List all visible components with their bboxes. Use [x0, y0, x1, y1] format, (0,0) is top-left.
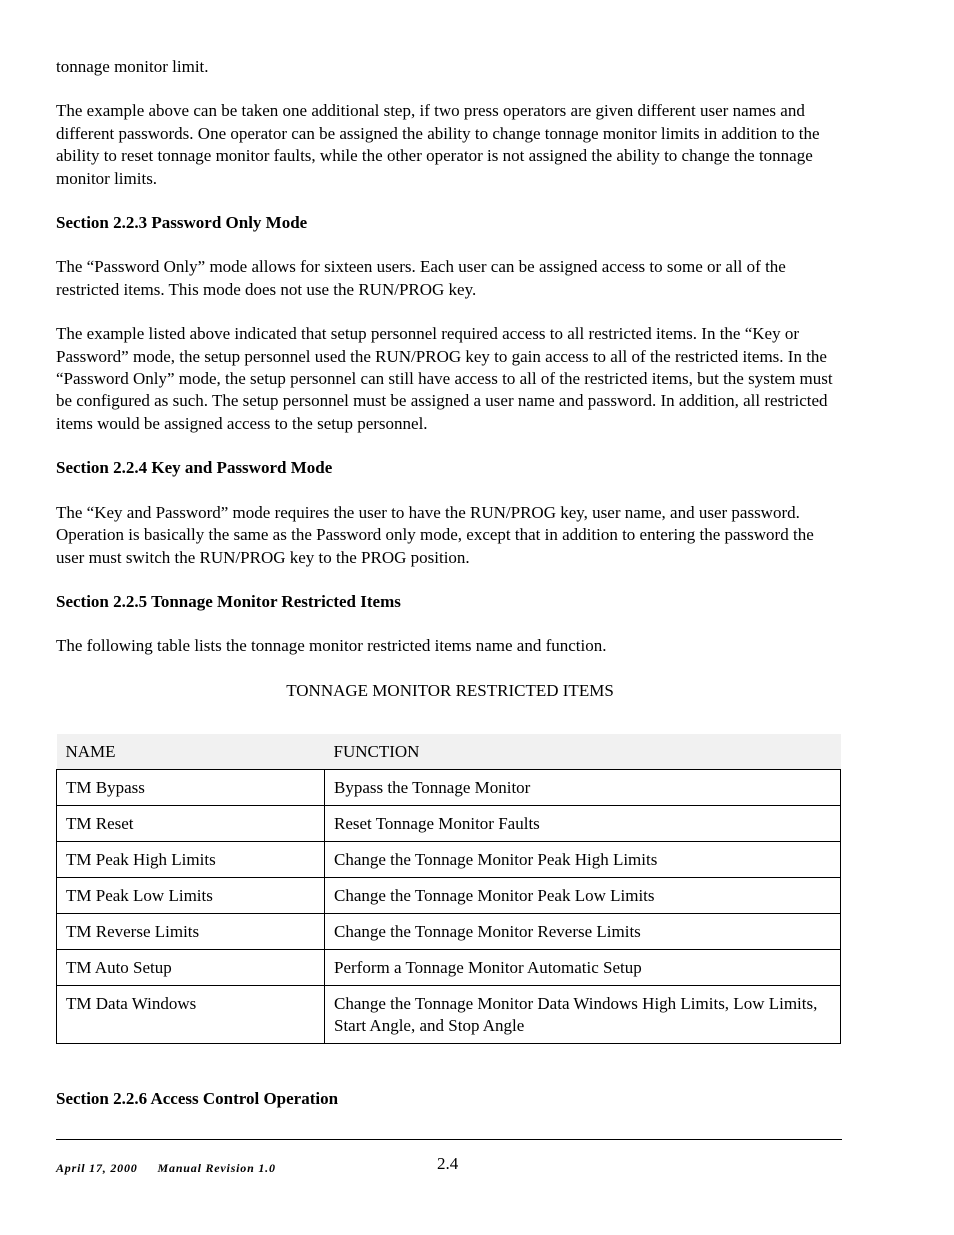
table-row — [57, 806, 841, 842]
table-row — [57, 914, 841, 950]
cell-function: Change the Tonnage Monitor Data Windows High Limits, Low Limits, Start Angle, and Stop Angle — [325, 986, 841, 1044]
table-row — [57, 950, 841, 986]
cell-function: Change the Tonnage Monitor Peak Low Limits — [325, 878, 841, 914]
cell-name: TM Reverse Limits — [57, 914, 325, 950]
table-row — [57, 986, 841, 1044]
page-number: 2.4 — [437, 1154, 459, 1173]
cell-name: TM Reset — [57, 806, 325, 842]
cell-function: Change the Tonnage Monitor Peak High Limits — [325, 842, 841, 878]
table-row — [57, 770, 841, 806]
table-row — [57, 842, 841, 878]
footer-info — [56, 1161, 276, 1176]
table-row — [57, 878, 841, 914]
paragraph-continuation: tonnage monitor limit. — [56, 57, 209, 76]
column-header-function: FUNCTION — [325, 734, 841, 770]
table-header-row — [57, 734, 841, 770]
cell-function: Reset Tonnage Monitor Faults — [325, 806, 841, 842]
heading-section-2-2-4: Section 2.2.4 Key and Password Mode — [56, 458, 333, 478]
footer-revision: Manual Revision 1.0 — [157, 1161, 276, 1175]
cell-name: TM Data Windows — [57, 986, 325, 1044]
paragraph-setup-personnel: The example listed above indicated that setup personnel required access to all restricted items. In the “Key or Password” mode, the setup personnel used the RUN/PROG key to gain access to all of the restricted items. In the “Password Only” mode, the setup personnel can still have access to all of the restricted items, but the system must be configured as such. The setup personnel must be assigned a user name and password. In addition, all restricted items would be assigned access to the setup personnel. — [56, 324, 833, 433]
table-caption: TONNAGE MONITOR RESTRICTED ITEMS — [286, 680, 614, 700]
paragraph-key-and-password: The “Key and Password” mode requires the user to have the RUN/PROG key, user name, and user password. Operation is basically the same as the Password only mode, except that in addition to entering the password the user must switch the RUN/PROG key to the PROG position. — [56, 502, 814, 567]
footer-date: April 17, 2000 — [56, 1161, 138, 1175]
heading-section-2-2-6: Section 2.2.6 Access Control Operation — [56, 1089, 339, 1109]
paragraph-two-operators: The example above can be taken one additional step, if two press operators are given different user names and different passwords. One operator can be assigned the ability to change tonnage monitor limits in addition to the ability to reset tonnage monitor faults, while the other operator is not assigned the ability to change the tonnage monitor limits. — [56, 101, 820, 188]
cell-function: Change the Tonnage Monitor Reverse Limits — [325, 914, 841, 950]
paragraph-password-only: The “Password Only” mode allows for sixteen users. Each user can be assigned access to some or all of the restricted items. This mode does not use the RUN/PROG key. — [56, 257, 786, 299]
footer-divider — [56, 1139, 842, 1140]
restricted-items-table — [56, 734, 841, 1044]
cell-name: TM Auto Setup — [57, 950, 325, 986]
cell-function: Perform a Tonnage Monitor Automatic Setup — [325, 950, 841, 986]
cell-name: TM Peak High Limits — [57, 842, 325, 878]
cell-name: TM Peak Low Limits — [57, 878, 325, 914]
document-page — [56, 56, 844, 1111]
cell-function: Bypass the Tonnage Monitor — [325, 770, 841, 806]
cell-name: TM Bypass — [57, 770, 325, 806]
heading-section-2-2-5: Section 2.2.5 Tonnage Monitor Restricted Items — [56, 591, 401, 611]
heading-section-2-2-3: Section 2.2.3 Password Only Mode — [56, 213, 308, 233]
column-header-name: NAME — [57, 734, 325, 770]
paragraph-table-intro: The following table lists the tonnage monitor restricted items name and function. — [56, 636, 607, 656]
